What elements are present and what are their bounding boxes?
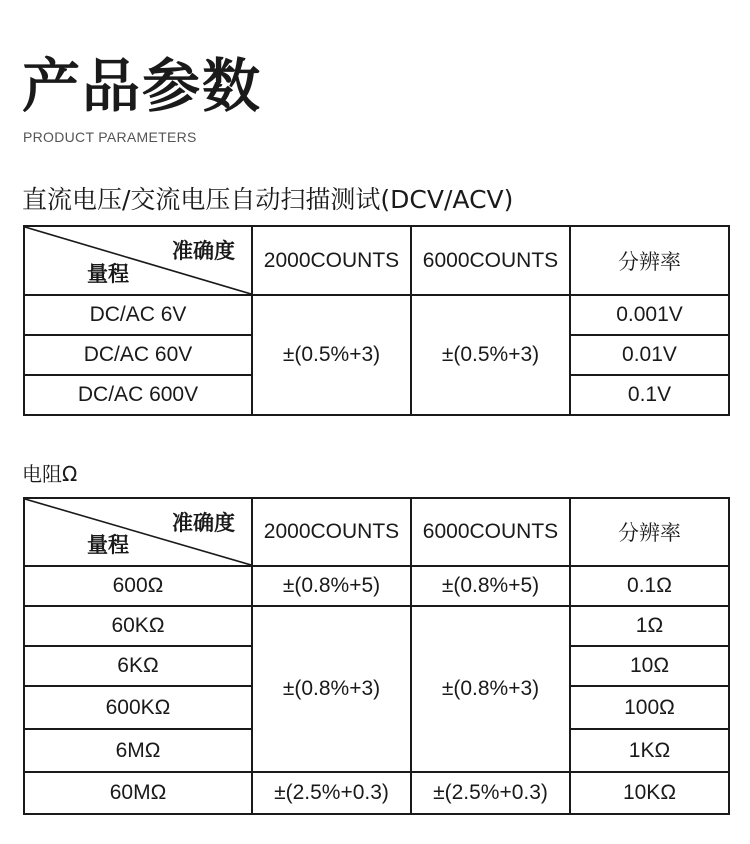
page-title: 产品参数 bbox=[22, 52, 263, 120]
resolution-cell: 0.1V bbox=[570, 375, 729, 415]
accuracy-2000-cell: ±(0.8%+5) bbox=[252, 566, 411, 606]
column-header-6000-counts: 6000COUNTS bbox=[411, 226, 570, 295]
accuracy-2000-cell: ±(0.8%+3) bbox=[252, 606, 411, 772]
range-cell: DC/AC 6V bbox=[24, 295, 252, 335]
voltage-spec-table bbox=[23, 225, 730, 416]
table-row bbox=[24, 295, 729, 335]
resolution-cell: 10KΩ bbox=[570, 772, 729, 814]
accuracy-6000-cell: ±(0.8%+3) bbox=[411, 606, 570, 772]
resolution-cell: 0.001V bbox=[570, 295, 729, 335]
range-cell: 6MΩ bbox=[24, 729, 252, 772]
column-header-2000-counts: 2000COUNTS bbox=[252, 498, 411, 566]
accuracy-header-label: 准确度 bbox=[172, 511, 235, 535]
range-cell: DC/AC 60V bbox=[24, 335, 252, 375]
resolution-cell: 0.1Ω bbox=[570, 566, 729, 606]
resolution-cell: 10Ω bbox=[570, 646, 729, 686]
accuracy-6000-cell: ±(0.8%+5) bbox=[411, 566, 570, 606]
table-row bbox=[24, 772, 729, 814]
resolution-cell: 0.01V bbox=[570, 335, 729, 375]
range-header-label: 量程 bbox=[87, 262, 129, 286]
column-header-resolution: 分辨率 bbox=[570, 498, 729, 566]
table-row bbox=[24, 566, 729, 606]
resolution-cell: 100Ω bbox=[570, 686, 729, 729]
voltage-section-title: 直流电压/交流电压自动扫描测试(DCV/ACV) bbox=[22, 185, 514, 214]
range-cell: 6KΩ bbox=[24, 646, 252, 686]
range-cell: 60KΩ bbox=[24, 606, 252, 646]
resolution-cell: 1KΩ bbox=[570, 729, 729, 772]
column-header-2000-counts: 2000COUNTS bbox=[252, 226, 411, 295]
resistance-section-title: 电阻Ω bbox=[22, 462, 78, 486]
table-header-row bbox=[24, 226, 729, 295]
resistance-spec-table bbox=[23, 497, 730, 815]
table-header-row bbox=[24, 498, 729, 566]
range-cell: 60MΩ bbox=[24, 772, 252, 814]
diagonal-header-cell bbox=[24, 226, 252, 295]
page-subtitle: PRODUCT PARAMETERS bbox=[23, 129, 197, 145]
diagonal-header-cell bbox=[24, 498, 252, 566]
range-header-label: 量程 bbox=[87, 533, 129, 557]
range-cell: 600Ω bbox=[24, 566, 252, 606]
column-header-resolution: 分辨率 bbox=[570, 226, 729, 295]
accuracy-header-label: 准确度 bbox=[172, 239, 235, 263]
range-cell: DC/AC 600V bbox=[24, 375, 252, 415]
range-cell: 600KΩ bbox=[24, 686, 252, 729]
accuracy-2000-cell: ±(2.5%+0.3) bbox=[252, 772, 411, 814]
resolution-cell: 1Ω bbox=[570, 606, 729, 646]
accuracy-2000-cell: ±(0.5%+3) bbox=[252, 295, 411, 415]
accuracy-6000-cell: ±(2.5%+0.3) bbox=[411, 772, 570, 814]
column-header-6000-counts: 6000COUNTS bbox=[411, 498, 570, 566]
accuracy-6000-cell: ±(0.5%+3) bbox=[411, 295, 570, 415]
table-row bbox=[24, 606, 729, 646]
